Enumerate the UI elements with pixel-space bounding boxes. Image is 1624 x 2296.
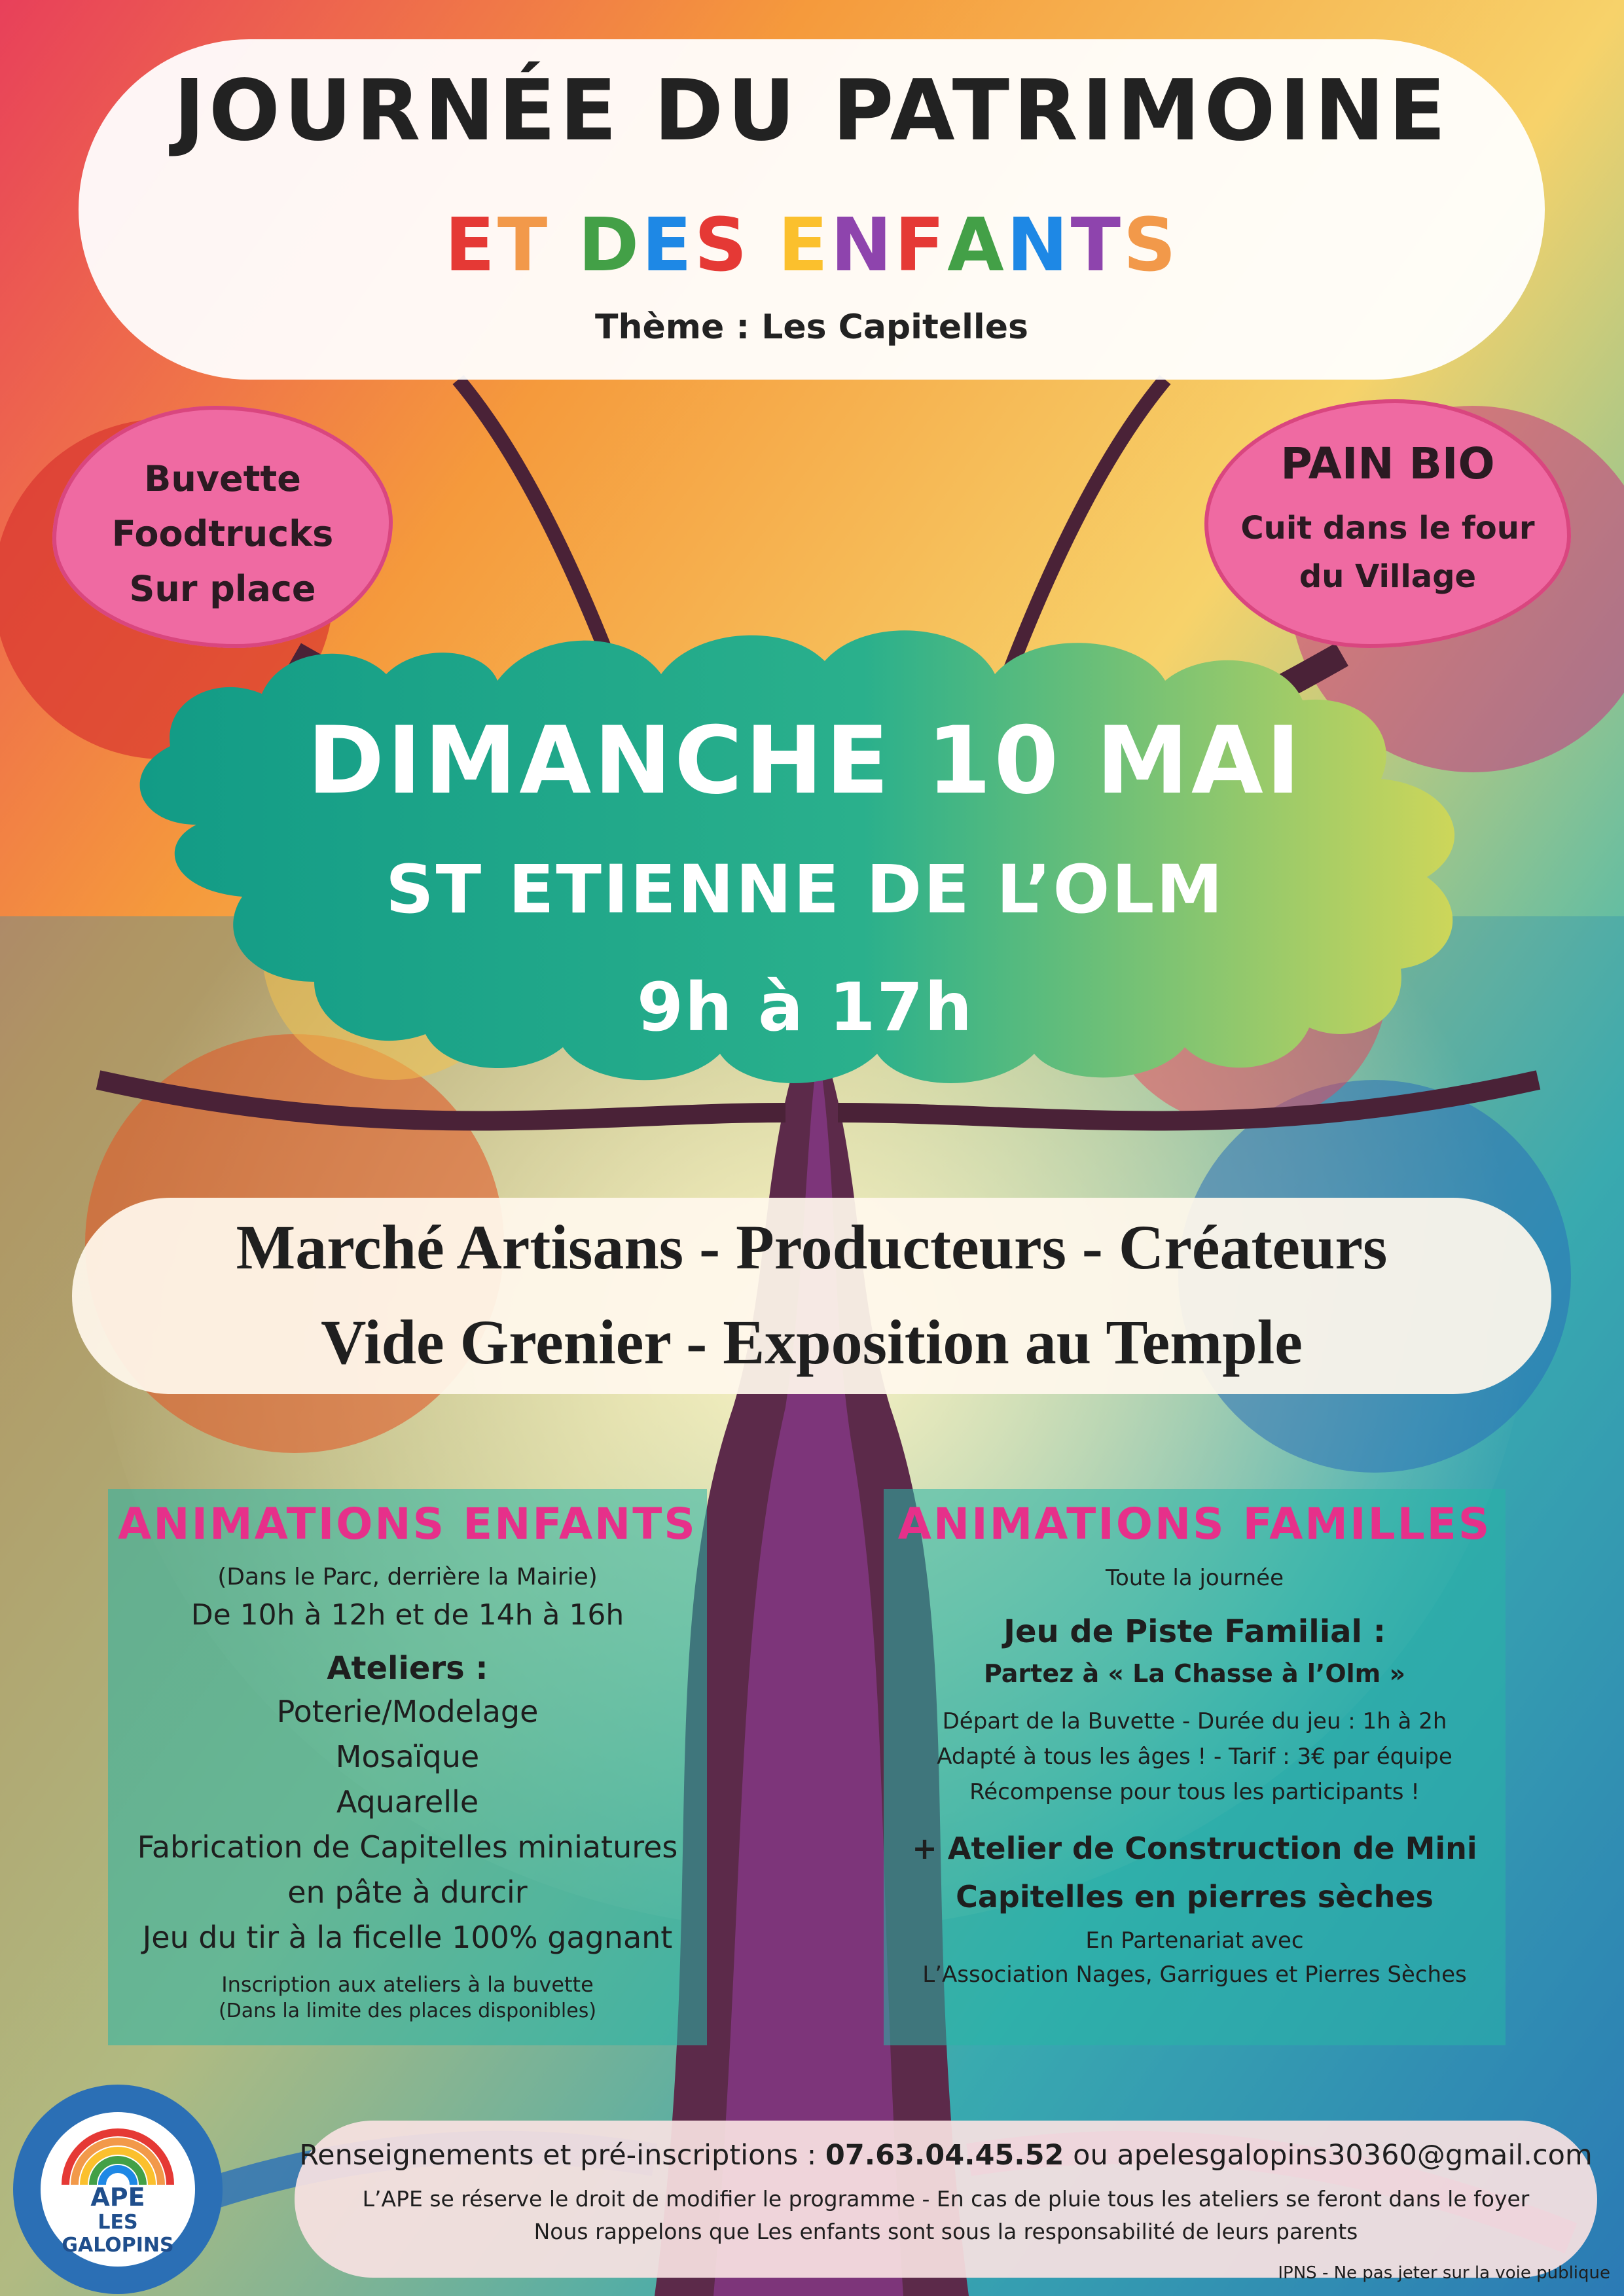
footer-responsibility: Nous rappelons que Les enfants sont sous la responsabilité de leurs parents [533, 2219, 1358, 2244]
rainbow-icon [60, 2127, 175, 2186]
badge-line: Cuit dans le four [1240, 510, 1535, 547]
atelier-line: Capitelles en pierres sèches [956, 1879, 1434, 1914]
jeu-info-line: Adapté à tous les âges ! - Tarif : 3€ par équipe [937, 1744, 1453, 1770]
jeu-info-line: Récompense pour tous les participants ! [969, 1779, 1420, 1805]
enfants-location: (Dans le Parc, derrière la Mairie) [217, 1564, 598, 1590]
atelier-item: Mosaïque [335, 1739, 480, 1774]
partner-info [884, 1924, 1506, 1992]
animations-familles-title: ANIMATIONS FAMILLES [897, 1499, 1492, 1549]
footer-contact [295, 2139, 1597, 2172]
badge-line: Buvette [144, 458, 301, 499]
page-subtitle [79, 203, 1545, 288]
footer-email[interactable]: apelesgalopins30360@gmail.com [1117, 2139, 1593, 2172]
ateliers-title: Ateliers : [327, 1650, 488, 1687]
atelier-item: Fabrication de Capitelles miniatures [137, 1829, 678, 1865]
footer-phone[interactable]: 07.63.04.45.52 [825, 2139, 1064, 2172]
market-line-1: Marché Artisans - Producteurs - Créateurs [236, 1212, 1388, 1282]
theme-label: Thème : Les Capitelles [595, 308, 1028, 347]
partner-line: En Partenariat avec [1085, 1928, 1304, 1954]
jeu-title: Jeu de Piste Familial : [1003, 1613, 1386, 1650]
enfants-hours: De 10h à 12h et de 14h à 16h [190, 1598, 624, 1632]
atelier-item: Jeu du tir à la ficelle 100% gagnant [142, 1920, 673, 1955]
ateliers-list [108, 1689, 707, 1960]
jeu-info-line: Départ de la Buvette - Durée du jeu : 1h à 2h [942, 1708, 1447, 1734]
subtitle-word: DES [578, 203, 750, 288]
atelier-item: Aquarelle [336, 1784, 479, 1820]
footer-contact-prefix: Renseignements et pré-inscriptions : [299, 2139, 825, 2172]
animations-familles-content [884, 1499, 1506, 1992]
footer-contact-mid: ou [1064, 2139, 1117, 2172]
event-hours: 9h à 17h [637, 969, 973, 1047]
enfants-note-2: (Dans la limite des places disponibles) [218, 2000, 597, 2022]
partner-line: L’Association Nages, Garrigues et Pierres Sèches [922, 1962, 1467, 1988]
subtitle-word: ENFANTS [778, 203, 1179, 288]
atelier-item: en pâte à durcir [287, 1874, 528, 1910]
animations-enfants-title: ANIMATIONS ENFANTS [118, 1499, 697, 1549]
buvette-badge-text [52, 452, 393, 617]
atelier-item: Poterie/Modelage [276, 1694, 539, 1729]
familles-when: Toute la journée [1105, 1565, 1284, 1591]
footer-disclaimer: L’APE se réserve le droit de modifier le programme - En cas de pluie tous les ateliers se feront dans le foyer [362, 2186, 1530, 2212]
jeu-info [884, 1704, 1506, 1810]
event-date: DIMANCHE 10 MAI [307, 707, 1303, 815]
subtitle-word: ET [444, 203, 550, 288]
pain-bio-title: PAIN BIO [1280, 439, 1495, 489]
badge-line: du Village [1299, 558, 1477, 595]
badge-line: Foodtrucks [111, 513, 334, 554]
ipns-notice: IPNS - Ne pas jeter sur la voie publique [1278, 2263, 1610, 2283]
atelier-construction [884, 1824, 1506, 1921]
event-place: ST ETIENNE DE L’OLM [386, 851, 1225, 929]
logo-galopins-label: LES GALOPINS [62, 2211, 174, 2257]
pain-bio-text [1204, 504, 1571, 601]
logo-ape-label: APE [90, 2183, 145, 2212]
badge-line: Sur place [129, 568, 316, 609]
page-title: JOURNÉE DU PATRIMOINE [173, 62, 1450, 160]
enfants-note-1: Inscription aux ateliers à la buvette [221, 1972, 594, 1997]
atelier-line: + Atelier de Construction de Mini [912, 1831, 1477, 1866]
animations-enfants-content [108, 1499, 707, 2022]
jeu-subtitle: Partez à « La Chasse à l’Olm » [983, 1659, 1406, 1688]
market-line-2: Vide Grenier - Exposition au Temple [321, 1307, 1303, 1377]
